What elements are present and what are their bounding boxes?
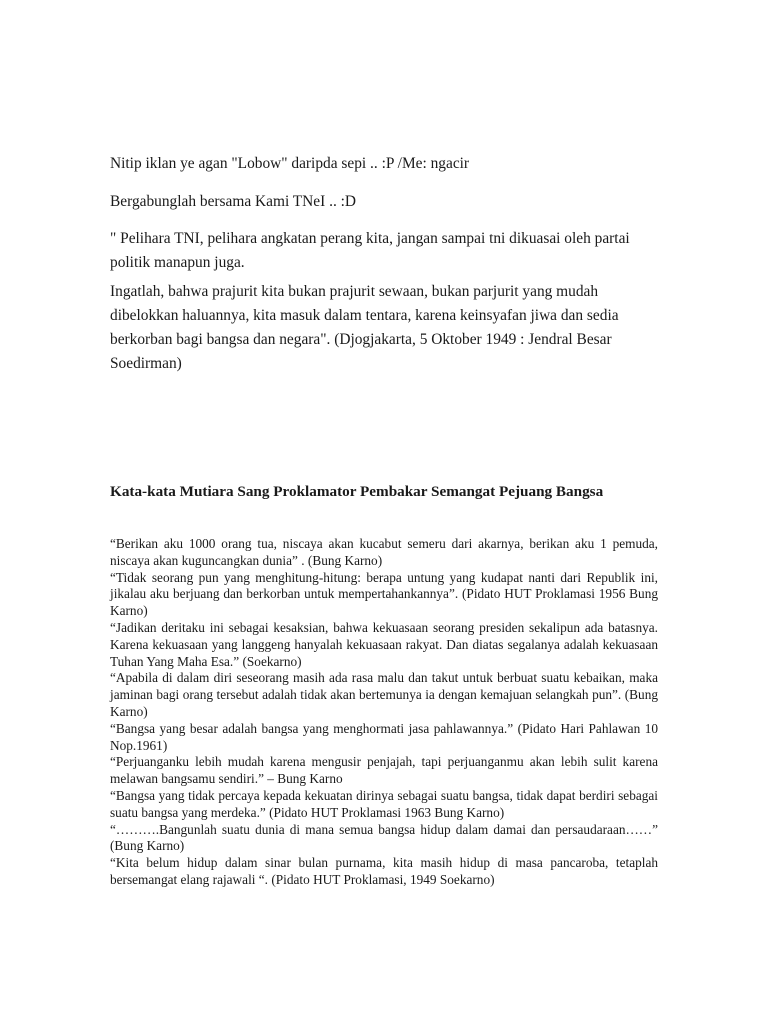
quote-item: “Perjuanganku lebih mudah karena mengusir penjajah, tapi perjuanganmu akan lebih sulit karena melawan bangsamu sendiri.” – Bung Karno (110, 754, 658, 787)
quote-item: “Bangsa yang besar adalah bangsa yang menghormati jasa pahlawannya.” (Pidato Hari Pahlawan 10 Nop.1961) (110, 720, 658, 753)
quote-item: “Apabila di dalam diri seseorang masih ada rasa malu dan takut untuk berbuat suatu kebaikan, maka jaminan bagi orang tersebut adalah tidak akan bertemunya ia dengan kemajuan selangkah pun”. (Bung Karno) (110, 670, 658, 719)
intro-line-ad: Nitip iklan ye agan "Lobow" daripda sepi .. :P /Me: ngacir (110, 155, 470, 172)
soedirman-quote-part1: " Pelihara TNI, pelihara angkatan perang kita, jangan sampai tni dikuasai oleh partai politik manapun juga. (110, 230, 630, 271)
quote-item: “Tidak seorang pun yang menghitung-hitung: berapa untung yang kudapat nanti dari Republik ini, jikalau aku berjuang dan berkorban untuk mempertahankannya”. (Pidato HUT Proklamasi 1956 Bung Karno) (110, 569, 658, 619)
soedirman-quote-part2: Ingatlah, bahwa prajurit kita bukan prajurit sewaan, bukan parjurit yang mudah dibelokkan haluannya, kita masuk dalam tentara, karena keinsyafan jiwa dan sedia berkorban bagi bangsa dan negara". (Djogjakarta, 5 Oktober 1949 : Jendral Besar Soedirman) (110, 283, 619, 372)
section-heading: Kata-kata Mutiara Sang Proklamator Pembakar Semangat Pejuang Bangsa (110, 483, 604, 500)
quote-item: “Berikan aku 1000 orang tua, niscaya akan kucabut semeru dari akarnya, berikan aku 1 pemuda, niscaya akan kuguncangkan dunia” . (Bung Karno) (110, 536, 658, 568)
quote-item: “……….Bangunlah suatu dunia di mana semua bangsa hidup dalam damai dan persaudaraan……” (Bung Karno) (110, 821, 658, 854)
quote-item: “Jadikan deritaku ini sebagai kesaksian, bahwa kekuasaan seorang presiden sekalipun ada batasnya. Karena kekuasaan yang langgeng hanyalah kekuasaan rakyat. Dan diatas segalanya adalah kekuasaan Tuhan Yang Maha Esa.” (Soekarno) (110, 619, 658, 669)
quote-list (110, 536, 658, 889)
intro-line-join: Bergabunglah bersama Kami TNeI .. :D (110, 193, 357, 210)
quote-item: “Bangsa yang tidak percaya kepada kekuatan dirinya sebagai suatu bangsa, tidak dapat berdiri sebagai suatu bangsa yang merdeka.” (Pidato HUT Proklamasi 1963 Bung Karno) (110, 787, 658, 820)
quote-item: “Kita belum hidup dalam sinar bulan purnama, kita masih hidup di masa pancaroba, tetaplah bersemangat elang rajawali “. (Pidato HUT Proklamasi, 1949 Soekarno) (110, 855, 658, 887)
